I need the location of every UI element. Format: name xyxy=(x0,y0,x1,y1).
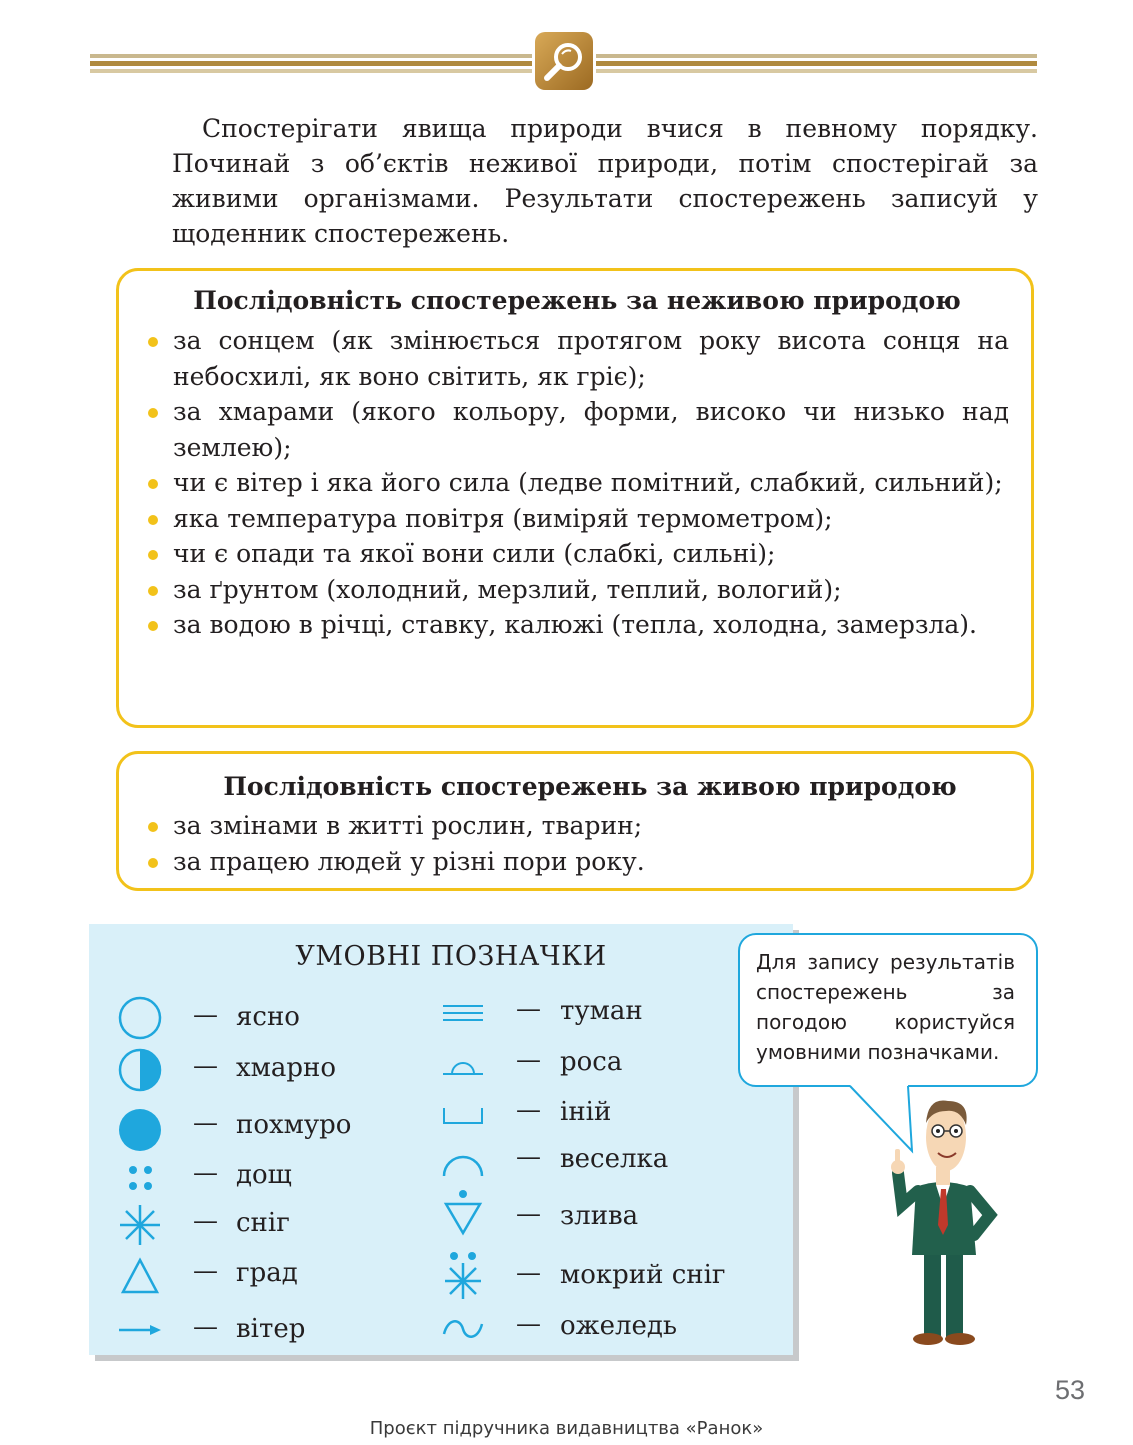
legend-label: сніг xyxy=(236,1208,290,1238)
clear-icon xyxy=(115,993,165,1043)
fog-icon xyxy=(438,988,488,1038)
legend-label: іній xyxy=(560,1097,612,1127)
ice-icon xyxy=(438,1304,488,1354)
inanimate-nature-box xyxy=(116,268,1034,728)
list-item xyxy=(145,323,1009,394)
legend-dash: — xyxy=(516,1258,541,1287)
list-item-text: чи є опади та якої вони сили (слабкі, сильні); xyxy=(173,539,776,568)
bullet-icon xyxy=(148,337,158,347)
list-item xyxy=(145,501,1009,537)
legend-label: хмарно xyxy=(236,1053,337,1083)
hail-icon xyxy=(115,1252,165,1302)
legend-label: роса xyxy=(560,1047,623,1077)
legend-label: веселка xyxy=(560,1144,669,1174)
intro-paragraph: Спостерігати явища природи вчися в певному порядку. Починай з об’єктів неживої природи, потім спостерігай за живими організмами. Результати спостережень записуй у щоденник спостережень. xyxy=(172,114,1038,248)
animate-nature-box xyxy=(116,751,1034,891)
downpour-icon xyxy=(438,1187,488,1237)
bullet-icon xyxy=(148,479,158,489)
list-item-text: за ґрунтом (холодний, мерзлий, теплий, вологий); xyxy=(173,574,842,604)
sleet-icon xyxy=(438,1251,488,1301)
legend-dash: — xyxy=(516,1142,541,1171)
legend-label: туман xyxy=(560,996,643,1026)
legend-label: злива xyxy=(560,1201,639,1231)
list-item xyxy=(145,572,1009,608)
legend-dash: — xyxy=(193,1206,218,1235)
frost-icon xyxy=(438,1091,488,1141)
list-item-text: чи є вітер і яка його сила (ледве помітний, слабкий, сильний); xyxy=(173,468,1003,497)
list-item-text: яка температура повітря (виміряй термометром); xyxy=(173,503,833,533)
legend-dash: — xyxy=(516,1045,541,1074)
legend-panel xyxy=(89,924,793,1355)
page-number: 53 xyxy=(1054,1375,1085,1405)
bullet-icon xyxy=(148,621,158,631)
cloudy-icon xyxy=(115,1045,165,1095)
legend-dash: — xyxy=(193,1256,218,1285)
legend-dash: — xyxy=(516,1095,541,1124)
list-item-text: за працею людей у різні пори року. xyxy=(173,846,645,876)
animate-box-title: Послідовність спостережень за живою природою xyxy=(223,772,957,801)
animate-list xyxy=(145,808,1009,879)
legend-label: ясно xyxy=(236,1002,300,1032)
rain-icon xyxy=(115,1152,165,1202)
wind-icon xyxy=(115,1305,165,1355)
legend-label: мокрий сніг xyxy=(560,1260,726,1290)
snow-icon xyxy=(115,1200,165,1250)
legend-dash: — xyxy=(193,1000,218,1029)
list-item-text: за сонцем (як змінюється протягом року висота сонця на небосхилі, як воно світить, як гріє); xyxy=(173,326,1009,391)
legend-dash: — xyxy=(516,1199,541,1228)
legend-label: град xyxy=(236,1258,298,1288)
footer-text: Проєкт підручника видавництва «Ранок» xyxy=(369,1418,764,1439)
overcast-icon xyxy=(115,1105,165,1155)
legend-dash: — xyxy=(193,1158,218,1187)
inanimate-list xyxy=(145,323,1009,643)
inanimate-box-title: Послідовність спостережень за неживою природою xyxy=(193,286,961,315)
list-item xyxy=(145,844,1009,880)
legend-dash: — xyxy=(516,994,541,1023)
rainbow-icon xyxy=(438,1138,488,1188)
legend-title: УМОВНІ ПОЗНАЧКИ xyxy=(295,941,607,972)
magnifier-icon xyxy=(535,32,593,90)
list-item xyxy=(145,808,1009,844)
legend-dash: — xyxy=(193,1108,218,1137)
list-item-text: за водою в річці, ставку, калюжі (тепла, холодна, замерзла). xyxy=(173,610,978,639)
bullet-icon xyxy=(148,515,158,525)
dew-icon xyxy=(438,1042,488,1092)
legend-dash: — xyxy=(193,1312,218,1341)
bullet-icon xyxy=(148,822,158,832)
bullet-icon xyxy=(148,858,158,868)
speech-bubble xyxy=(738,933,1038,1087)
bullet-icon xyxy=(148,408,158,418)
list-item xyxy=(145,607,1009,643)
legend-label: вітер xyxy=(236,1314,306,1344)
bullet-icon xyxy=(148,550,158,560)
legend-label: ожеледь xyxy=(560,1311,678,1341)
legend-label: дощ xyxy=(236,1160,292,1190)
teacher-illustration xyxy=(880,1095,1010,1350)
list-item xyxy=(145,394,1009,465)
list-item xyxy=(145,465,1009,501)
bubble-text: Для запису результатів спостережень за погодою користуйся умовними позначками. xyxy=(756,950,1015,1064)
legend-dash: — xyxy=(193,1051,218,1080)
legend-dash: — xyxy=(516,1309,541,1338)
list-item xyxy=(145,536,1009,572)
list-item-text: за змінами в житті рослин, тварин; xyxy=(173,811,643,840)
bullet-icon xyxy=(148,586,158,596)
list-item-text: за хмарами (якого кольору, форми, високо чи низько над землею); xyxy=(173,397,1009,462)
legend-label: похмуро xyxy=(236,1110,352,1140)
